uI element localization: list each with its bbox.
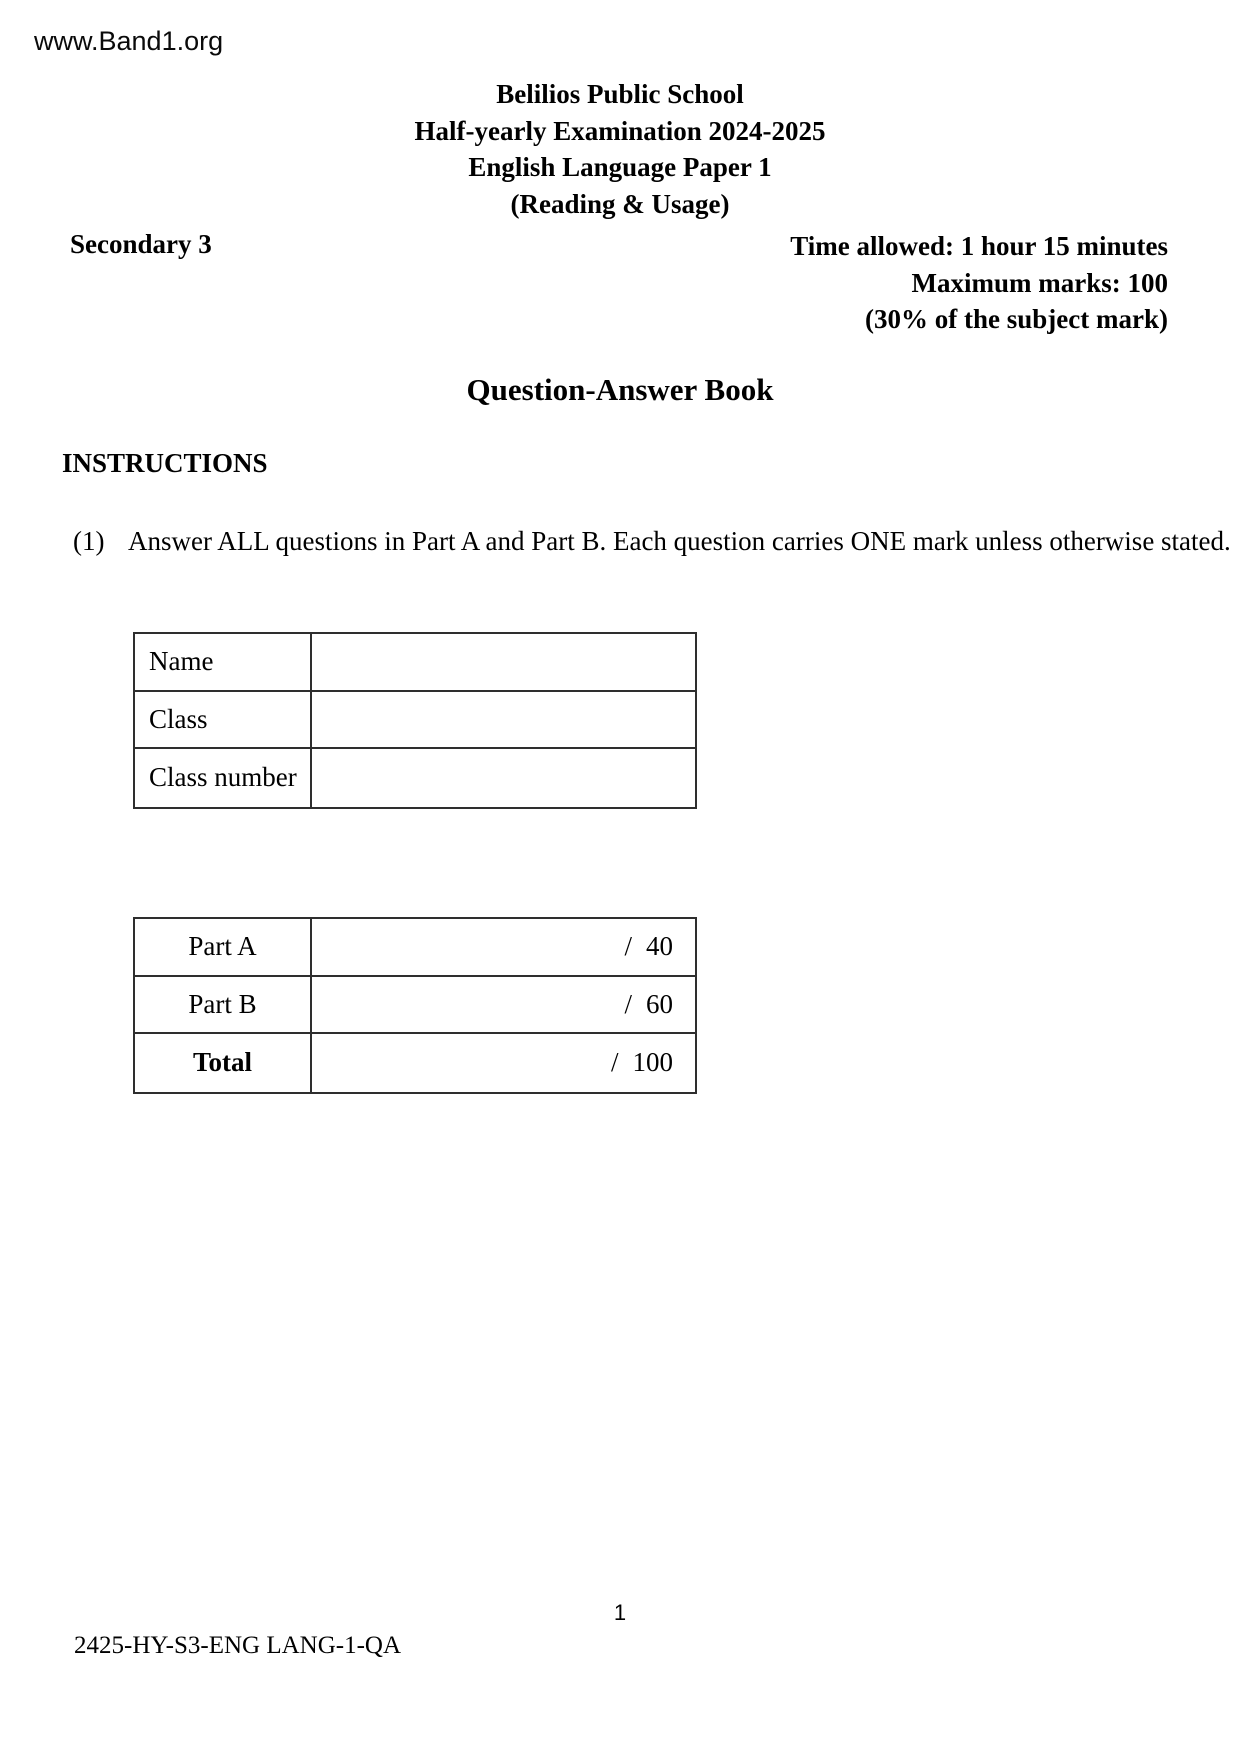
- time-allowed: Time allowed: 1 hour 15 minutes: [790, 231, 1168, 261]
- table-row: [135, 634, 695, 692]
- class-label-cell: Class: [135, 692, 312, 748]
- class-value-cell: [312, 692, 695, 748]
- instruction-item: [73, 526, 1231, 557]
- marks-table: [133, 917, 697, 1094]
- class-number-value-cell: [312, 749, 695, 807]
- instructions-heading: INSTRUCTIONS: [62, 448, 268, 478]
- watermark-url: www.Band1.org: [34, 26, 224, 56]
- table-row: [135, 692, 695, 750]
- part-a-score-cell: [312, 919, 695, 975]
- paper-subtitle: (Reading & Usage): [510, 188, 730, 219]
- part-b-score-cell: [312, 977, 695, 1033]
- score-max: 60: [646, 988, 673, 1019]
- level-label: Secondary 3: [70, 229, 212, 259]
- instruction-text: Answer ALL questions in Part A and Part B. Each question carries ONE mark unless otherwise stated.: [128, 526, 1231, 556]
- max-marks: Maximum marks: 100: [911, 267, 1168, 298]
- score-slash: /: [624, 931, 632, 962]
- student-info-table: [133, 632, 697, 809]
- book-title: Question-Answer Book: [466, 372, 774, 407]
- score-max: 40: [646, 931, 673, 962]
- document-code: 2425-HY-S3-ENG LANG-1-QA: [74, 1632, 402, 1659]
- instruction-number: (1): [73, 526, 105, 556]
- table-row: [135, 749, 695, 807]
- school-name: Belilios Public School: [496, 79, 744, 109]
- name-value-cell: [312, 634, 695, 690]
- name-label-cell: Name: [135, 634, 312, 690]
- class-number-label-cell: Class number: [135, 749, 312, 807]
- table-row: [135, 919, 695, 977]
- score-slash: /: [610, 1047, 619, 1078]
- score-max: 100: [632, 1047, 673, 1078]
- part-a-label-cell: Part A: [135, 919, 312, 975]
- total-label-cell: Total: [135, 1034, 312, 1092]
- exam-meta: [790, 228, 1168, 338]
- table-row: [135, 1034, 695, 1092]
- exam-header: [0, 76, 1240, 222]
- total-score-cell: [312, 1034, 695, 1092]
- paper-title: English Language Paper 1: [468, 152, 772, 182]
- part-b-label-cell: Part B: [135, 977, 312, 1033]
- score-slash: /: [624, 988, 632, 1019]
- table-row: [135, 977, 695, 1035]
- page-number: 1: [613, 1600, 627, 1625]
- exam-title: Half-yearly Examination 2024-2025: [414, 115, 826, 146]
- subject-mark-note: (30% of the subject mark): [865, 304, 1168, 334]
